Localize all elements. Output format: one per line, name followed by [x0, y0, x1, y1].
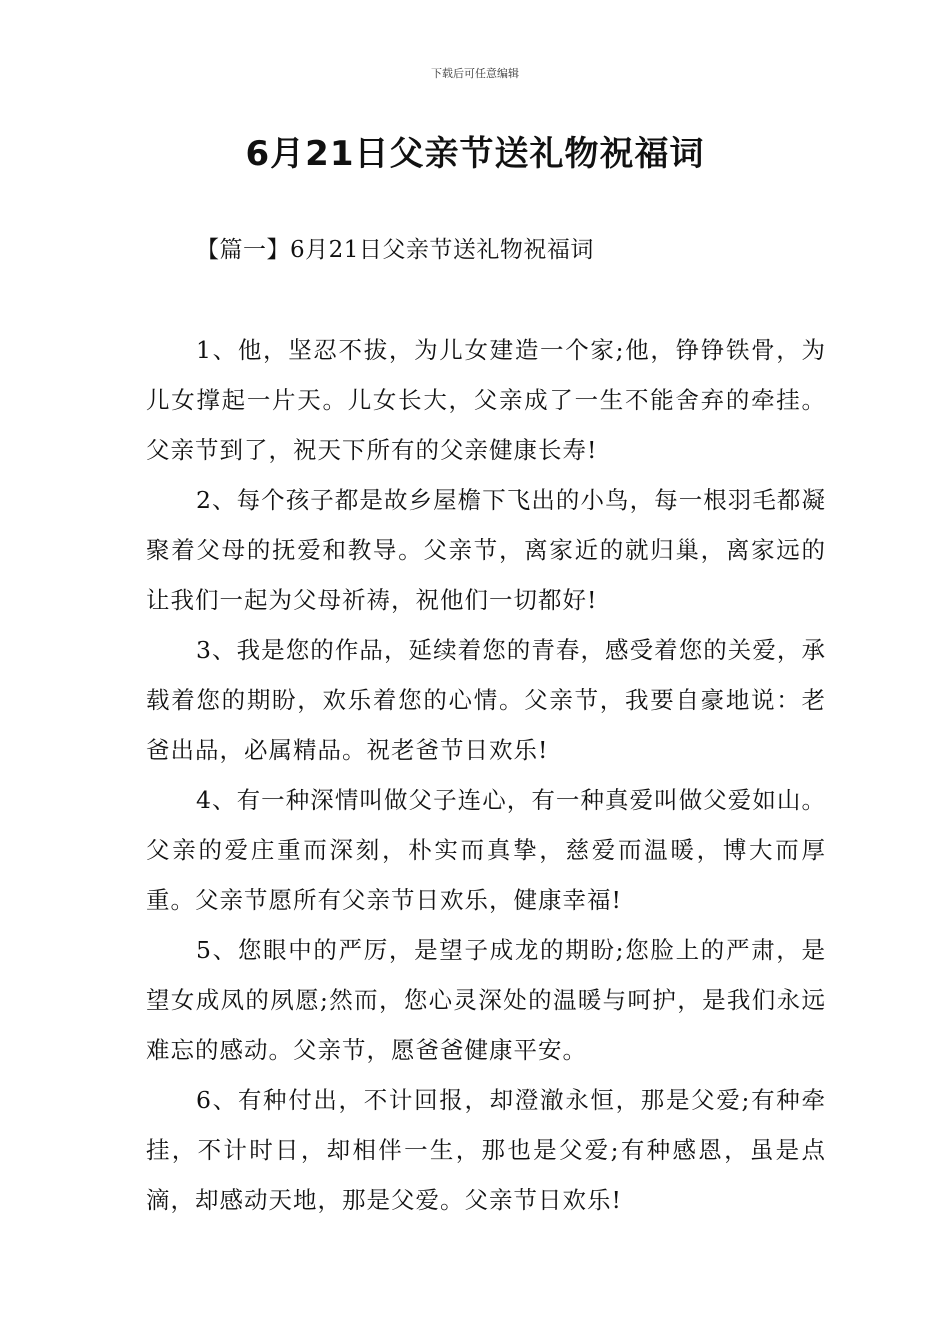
document-title: 6月21日父亲节送礼物祝福词 [245, 134, 705, 174]
paragraph-2: 2、每个孩子都是故乡屋檐下飞出的小鸟，每一根羽毛都凝聚着父母的抚爱和教导。父亲节，离家近的就归巢，离家远的让我们一起为父母祈祷，祝他们一切都好! [146, 486, 826, 614]
paragraph-5: 5、您眼中的严厉，是望子成龙的期盼;您脸上的严肃，是望女成凤的夙愿;然而，您心灵深处的温暖与呵护，是我们永远难忘的感动。父亲节，愿爸爸健康平安。 [146, 936, 826, 1064]
paragraph-3: 3、我是您的作品，延续着您的青春，感受着您的关爱，承载着您的期盼，欢乐着您的心情。父亲节，我要自豪地说：老爸出品，必属精品。祝老爸节日欢乐! [146, 636, 826, 764]
section-heading: 【篇一】6月21日父亲节送礼物祝福词 [196, 237, 594, 263]
paragraph-6: 6、有种付出，不计回报，却澄澈永恒，那是父爱;有种牵挂，不计时日，却相伴一生，那也是父爱;有种感恩，虽是点滴，却感动天地，那是父爱。父亲节日欢乐! [146, 1086, 826, 1214]
paragraph-1: 1、他，坚忍不拔，为儿女建造一个家;他，铮铮铁骨，为儿女撑起一片天。儿女长大，父亲成了一生不能舍弃的牵挂。父亲节到了，祝天下所有的父亲健康长寿! [146, 336, 826, 464]
paragraph-4: 4、有一种深情叫做父子连心，有一种真爱叫做父爱如山。父亲的爱庄重而深刻，朴实而真挚，慈爱而温暖，博大而厚重。父亲节愿所有父亲节日欢乐，健康幸福! [146, 786, 826, 914]
header-note: 下载后可任意编辑 [431, 67, 519, 80]
body-text [146, 325, 826, 1225]
